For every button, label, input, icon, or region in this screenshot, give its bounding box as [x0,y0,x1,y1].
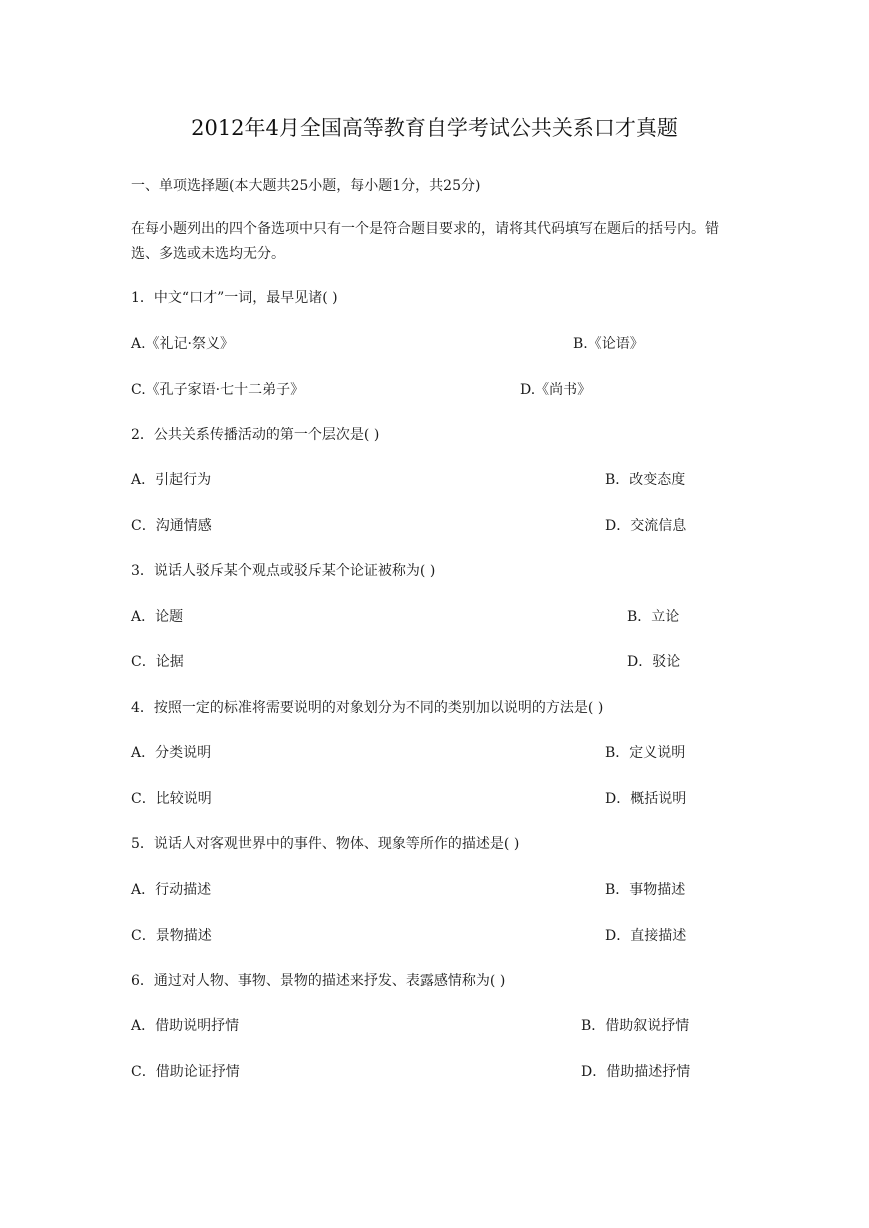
question-4-option-b: B．定义说明 [605,745,686,761]
question-6-option-b: B．借助叙说抒情 [581,1018,690,1034]
question-5-option-b: B．事物描述 [605,882,686,898]
question-3-option-d: D．驳论 [627,654,681,670]
question-1-option-b: B.《论语》 [573,336,644,352]
question-3-option-c: C．论据 [131,654,184,670]
question-1-option-c: C.《孔子家语·七十二弟子》 [131,382,305,398]
question-2-option-c: C．沟通情感 [131,518,212,534]
question-6-stem: 6．通过对人物、事物、景物的描述来抒发、表露感情称为( ) [131,973,506,989]
question-1-option-d: D.《尚书》 [520,382,592,398]
section-heading: 一、单项选择题(本大题共25小题，每小题1分，共25分) [131,178,481,194]
question-4-stem: 4．按照一定的标准将需要说明的对象划分为不同的类别加以说明的方法是( ) [131,700,604,716]
question-1-option-a: A.《礼记·祭义》 [131,336,235,352]
question-4-option-c: C．比较说明 [131,791,212,807]
question-5-option-d: D．直接描述 [605,928,687,944]
section-instructions: 在每小题列出的四个备选项中只有一个是符合题目要求的，请将其代码填写在题后的括号内。错选、多选或未选均无分。 [131,221,719,262]
page-title: 2012年4月全国高等教育自学考试公共关系口才真题 [191,116,678,140]
question-4-option-a: A．分类说明 [131,745,212,761]
question-3-option-a: A．论题 [131,609,184,625]
question-2-option-d: D．交流信息 [605,518,687,534]
question-5-option-c: C．景物描述 [131,928,212,944]
question-2-stem: 2．公共关系传播活动的第一个层次是( ) [131,427,380,443]
question-5-stem: 5．说话人对客观世界中的事件、物体、现象等所作的描述是( ) [131,836,520,852]
question-4-option-d: D．概括说明 [605,791,687,807]
question-2-option-a: A．引起行为 [131,472,212,488]
question-6-option-c: C．借助论证抒情 [131,1064,240,1080]
question-3-stem: 3．说话人驳斥某个观点或驳斥某个论证被称为( ) [131,563,436,579]
question-6-option-d: D．借助描述抒情 [581,1064,691,1080]
question-5-option-a: A．行动描述 [131,882,212,898]
question-1-stem: 1．中文“口才”一词，最早见诸( ) [131,290,338,306]
question-2-option-b: B．改变态度 [605,472,686,488]
question-6-option-a: A．借助说明抒情 [131,1018,240,1034]
question-3-option-b: B．立论 [627,609,680,625]
